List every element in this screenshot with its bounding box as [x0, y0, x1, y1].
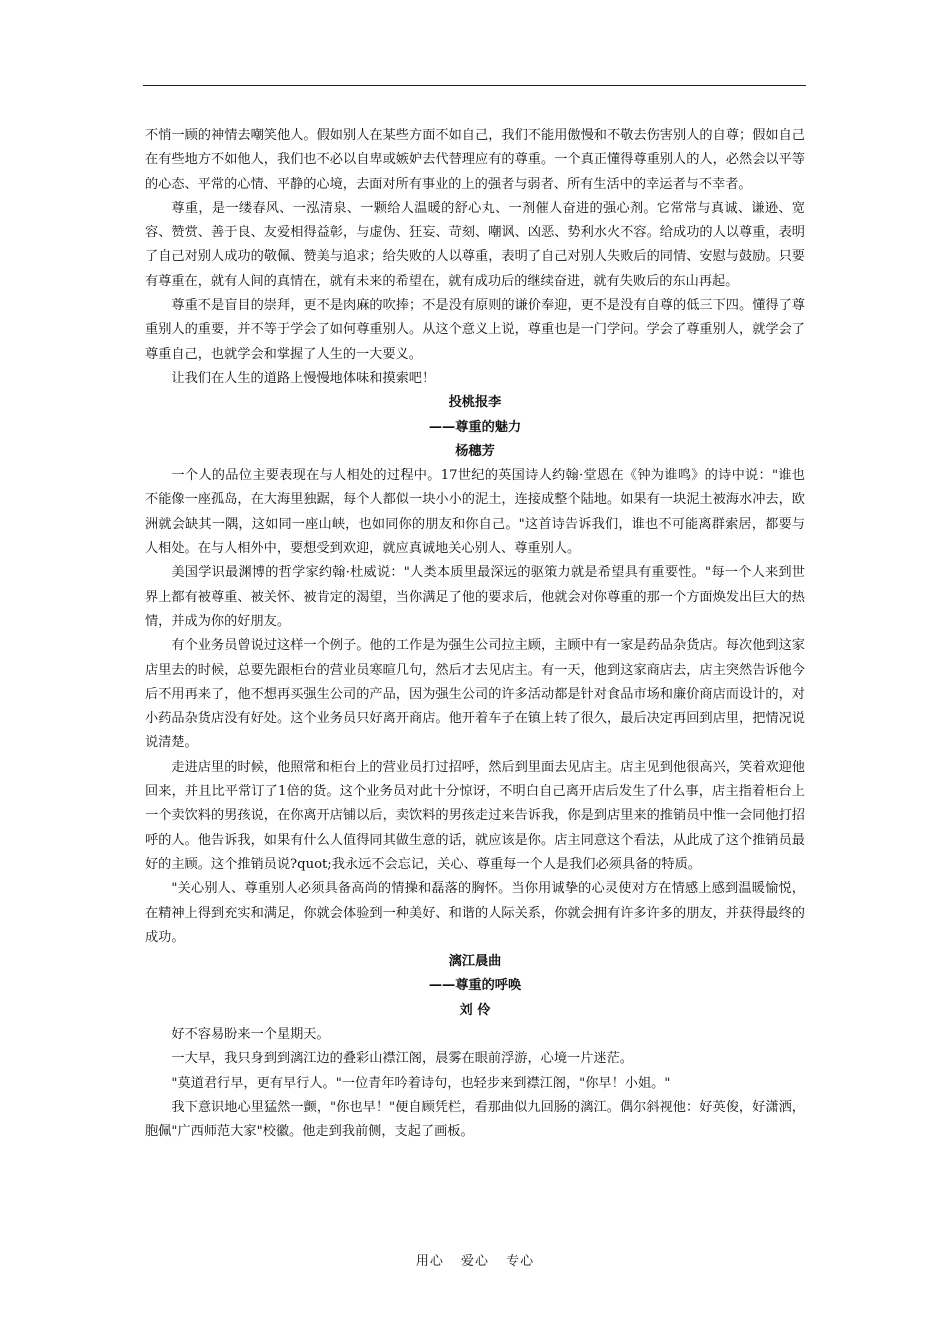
paragraph: 走进店里的时候，他照常和柜台上的营业员打过招呼，然后到里面去见店主。店主见到他很高兴，笑着欢迎他回来，并且比平常订了1倍的货。这个业务员对此十分惊讶，不明白自己离开店后发生了什么事，店主指着柜台上一个卖饮料的男孩说，在你离开店铺以后，卖饮料的男孩走过来告诉我，你是到店里来的推销员中惟一会同他打招呼的人。他告诉我，如果有什么人值得同其做生意的话，就应该是你。店主同意这个看法，从此成了这个推销员最好的主顾。这个推销员说?quot;我永远不会忘记，关心、尊重每一个人是我们必须具备的特质。	[145, 759, 805, 872]
paragraph: 尊重不是盲目的崇拜，更不是肉麻的吹捧；不是没有原则的谦价奉迎，更不是没有自尊的低三下四。懂得了尊重别人的重要，并不等于学会了如何尊重别人。从这个意义上说，尊重也是一门学问。学会了尊重别人，就学会了尊重自己，也就学会和掌握了人生的一大要义。	[145, 298, 805, 362]
paragraph: 一大早，我只身到到漓江边的叠彩山襟江阁，晨雾在眼前浮游，心境一片迷茫。	[171, 1051, 633, 1067]
paragraph: "关心别人、尊重别人必须具备高尚的情操和磊落的胸怀。当你用诚挚的心灵使对方在情感上感到温暖愉悦，在精神上得到充实和满足，你就会体验到一种美好、和谐的人际关系，你就会拥有许多许多的朋友，并获得最终的成功。	[145, 881, 805, 945]
paragraph: 我下意识地心里猛然一颤，"你也早！"便自顾凭栏，看那曲似九回肠的漓江。偶尔斜视他：好英俊，好潇洒，胞佩"广西师范大家"校徽。他走到我前侧，支起了画板。	[145, 1099, 805, 1140]
paragraph: 让我们在人生的道路上慢慢地体味和摸索吧！	[171, 370, 436, 386]
paragraph: "莫道君行早，更有早行人。"一位青年吟着诗句，也轻步来到襟江阁，"你早！小姐。"	[171, 1075, 671, 1091]
paragraph: 一个人的品位主要表现在与人相处的过程中。17世纪的英国诗人约翰·堂恩在《钟为谁鸣》的诗中说："谁也不能像一座孤岛，在大海里独踞，每个人都似一块小小的泥土，连接成整个陆地。如果有一块泥土被海水冲去，欧洲就会缺其一隅，这如同一座山峡，也如同你的朋友和你自己。"这首诗告诉我们，谁也不可能离群索居，都要与人相处。在与人相外中，要想受到欢迎，就应真诚地关心别人、尊重别人。	[145, 468, 805, 557]
section-subtitle: ——尊重的魅力	[428, 419, 522, 435]
section-author: 杨穗芳	[455, 443, 495, 459]
section-title: 投桃报李	[448, 395, 502, 411]
document-body	[145, 124, 805, 1144]
paragraph: 尊重，是一缕春风、一泓清泉、一颗给人温暖的舒心丸、一剂催人奋进的强心剂。它常常与真诚、谦逊、宽容、赞赏、善于良、友爱相得益彰，与虚伪、狂妄、苛刻、嘲讽、凶恶、势利水火不容。给成功的人以尊重，表明了自己对别人成功的敬佩、赞美与追求；给失败的人以尊重，表明了自己对别人失败后的同情、安慰与鼓励。只要有尊重在，就有人间的真情在，就有未来的希望在，就有成功后的继续奋进，就有失败后的东山再起。	[145, 200, 805, 289]
page-footer: 用心 爱心 专心	[415, 1254, 535, 1269]
header-rule	[143, 85, 806, 86]
paragraph: 不悄一顾的神情去嘲笑他人。假如别人在某些方面不如自己，我们不能用傲慢和不敬去伤害别人的自尊；假如自己在有些地方不如他人，我们也不必以自卑或嫉妒去代替理应有的尊重。一个真正懂得尊重别人的人，必然会以平等的心态、平常的心情、平静的心境，去面对所有事业的上的强者与弱者、所有生活中的幸运者与不幸者。	[145, 128, 805, 192]
paragraph: 好不容易盼来一个星期天。	[171, 1026, 330, 1042]
paragraph: 有个业务员曾说过这样一个例子。他的工作是为强生公司拉主顾，主顾中有一家是药品杂货店。每次他到这家店里去的时候，总要先跟柜台的营业员寒暄几句，然后才去见店主。有一天，他到这家商店去，店主突然告诉他今后不用再来了，他不想再买强生公司的产品，因为强生公司的许多活动都是针对食品市场和廉价商店而设计的，对小药品杂货店没有好处。这个业务员只好离开商店。他开着车子在镇上转了很久，最后决定再回到店里，把情况说说清楚。	[145, 638, 805, 751]
paragraph: 美国学识最渊博的哲学家约翰·杜威说："人类本质里最深远的驱策力就是希望具有重要性。"每一个人来到世界上都有被尊重、被关怀、被肯定的渴望，当你满足了他的要求后，他就会对你尊重的那一个方面焕发出巨大的热情，并成为你的好朋友。	[145, 565, 805, 629]
section-subtitle: ——尊重的呼唤	[428, 978, 522, 994]
section-author: 刘 伶	[459, 1002, 491, 1018]
section-title: 漓江晨曲	[448, 954, 502, 970]
